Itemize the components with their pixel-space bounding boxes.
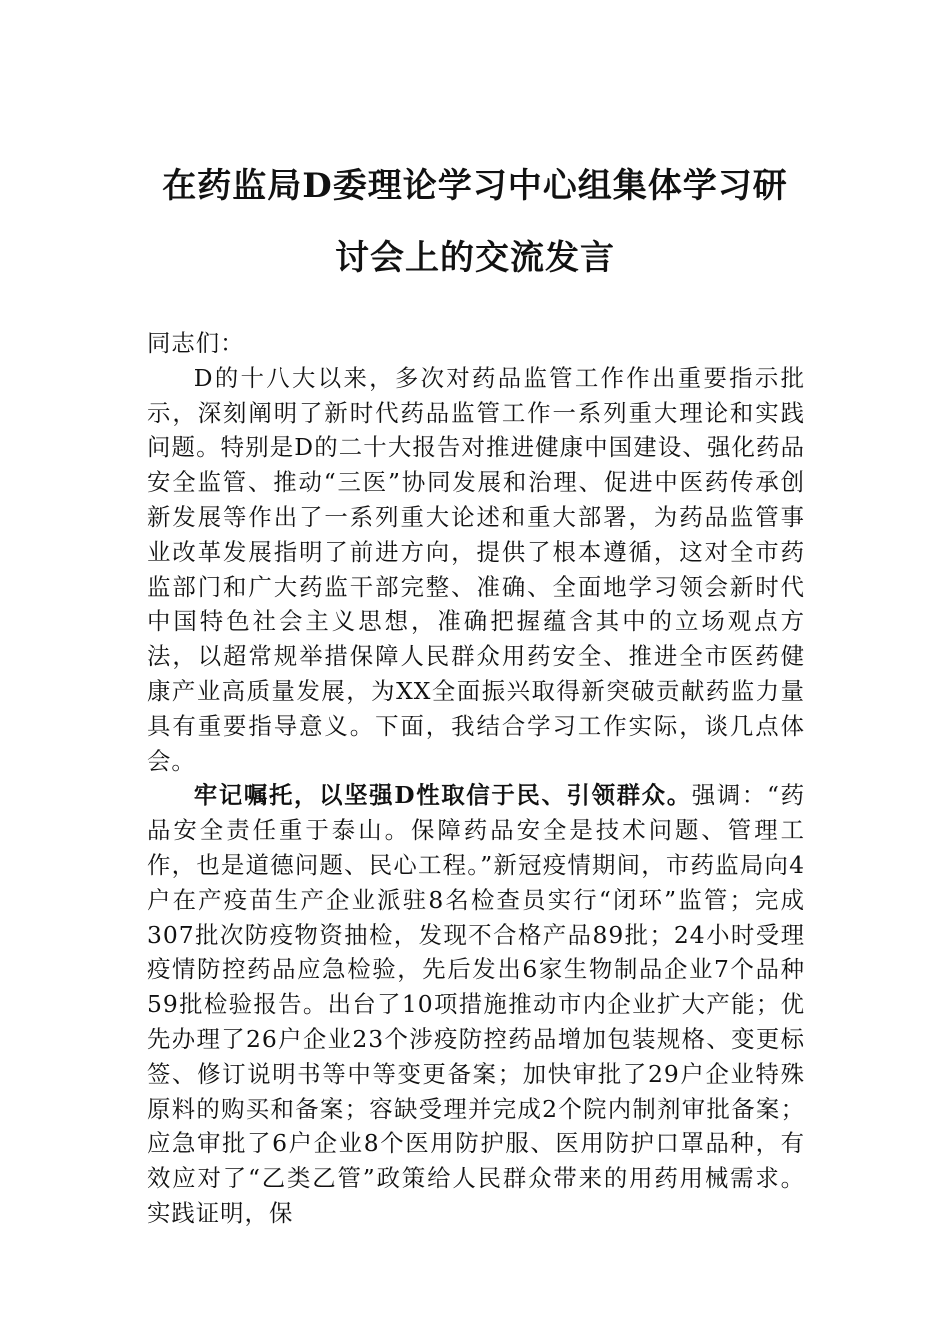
paragraph-2-text: 强调：“药品安全责任重于泰山。保障药品安全是技术问题、管理工作，也是道德问题、民心工程。”新冠疫情期间，市药监局向4户在产疫苗生产企业派驻8名检查员实行“闭环”监管；完成307批次防疫物资抽检，发现不合格产品89批；24小时受理疫情防控药品应急检验，先后发出6家生物制品企业7个品种59批检验报告。出台了10项措施推动市内企业扩大产能；优先办理了26户企业23个涉疫防控药品增加包装规格、变更标签、修订说明书等中等变更备案；加快审批了29户企业特殊原料的购买和备案；容缺受理并完成2个院内制剂审批备案；应急审批了6户企业8个医用防护服、医用防护口罩品种，有效应对了“乙类乙管”政策给人民群众带来的用药用械需求。实践证明，保 — [147, 781, 805, 1227]
title-line-1: 在药监局D委理论学习中心组集体学习研 — [162, 166, 788, 206]
document-body — [147, 326, 805, 1231]
document-title — [120, 150, 830, 294]
paragraph-1: D的十八大以来，多次对药品监管工作作出重要指示批示，深刻阐明了新时代药品监管工作一系列重大理论和实践问题。特别是D的二十大报告对推进健康中国建设、强化药品安全监管、推动“三医”协同发展和治理、促进中医药传承创新发展等作出了一系列重大论述和重大部署，为药品监管事业改革发展指明了前进方向，提供了根本遵循，这对全市药监部门和广大药监干部完整、准确、全面地学习领会新时代中国特色社会主义思想，准确把握蕴含其中的立场观点方法，以超常规举措保障人民群众用药安全、推进全市医药健康产业高质量发展，为XX全面振兴取得新突破贡献药监力量具有重要指导意义。下面，我结合学习工作实际，谈几点体会。 — [147, 363, 805, 775]
salutation: 同志们： — [147, 329, 245, 357]
paragraph-2 — [147, 778, 805, 1230]
title-line-2: 讨会上的交流发言 — [335, 238, 615, 278]
paragraph-2-lead: 牢记嘱托，以坚强D性取信于民、引领群众。 — [193, 781, 692, 810]
